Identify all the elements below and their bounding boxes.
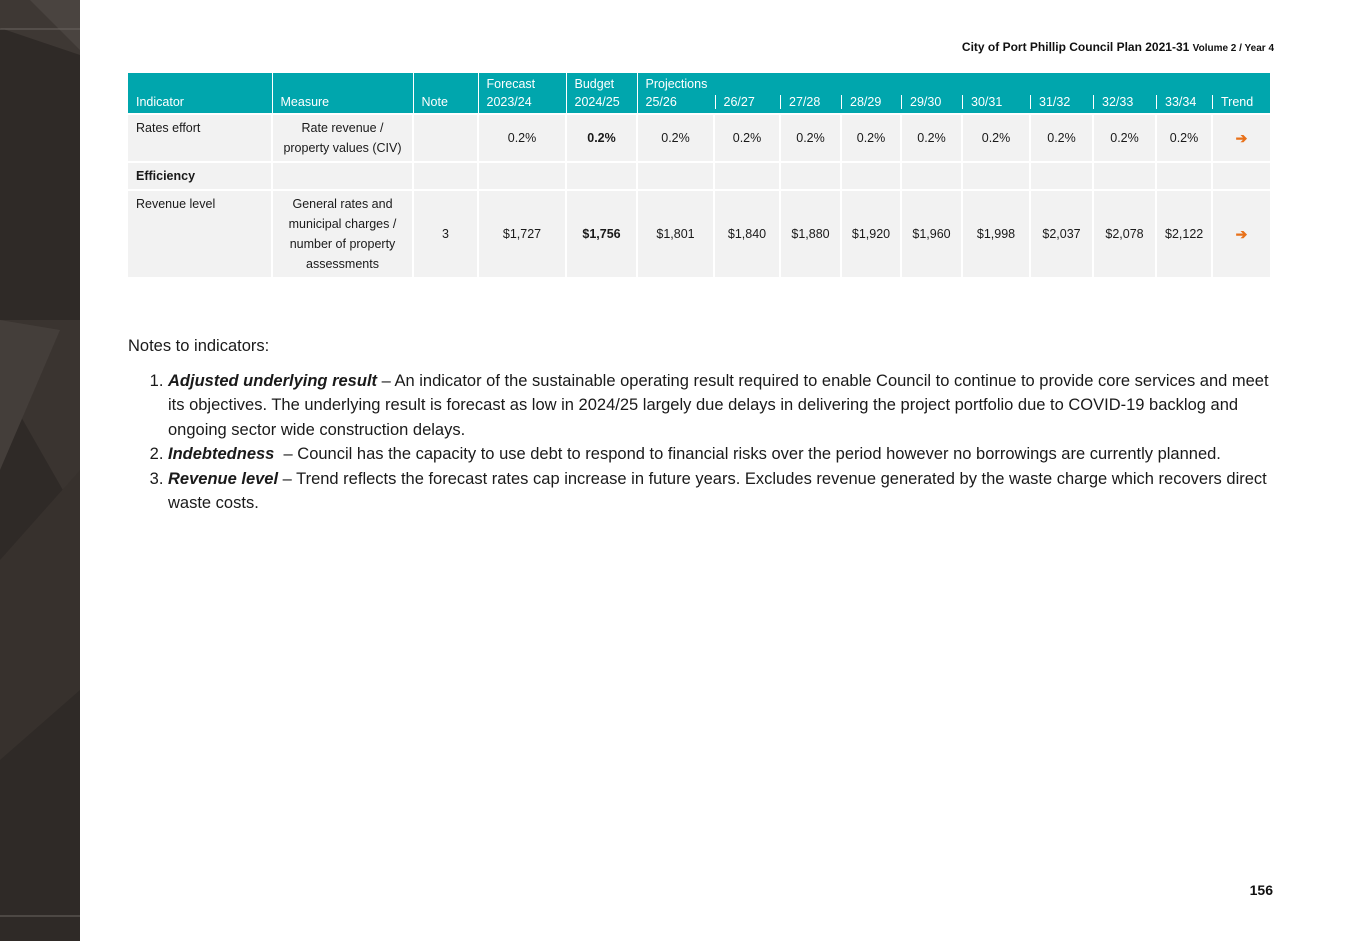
col-header-32-33 (1093, 73, 1156, 114)
empty-cell (272, 162, 413, 190)
col-header-note: Note (413, 73, 478, 114)
section-heading-efficiency: Efficiency (128, 162, 272, 190)
col-header-27-28-label: 27/28 (780, 95, 820, 109)
empty-cell (1030, 162, 1093, 190)
value-cell-29-30: 0.2% (901, 114, 962, 162)
document-title: City of Port Phillip Council Plan 2021-31 (961, 40, 1190, 54)
value-cell-33-34: $2,122 (1156, 190, 1212, 277)
col-header-indicator: Indicator (128, 73, 272, 114)
value-cell-28-29: $1,920 (841, 190, 901, 277)
value-cell-30-31: $1,998 (962, 190, 1030, 277)
value-cell-27-28: $1,880 (780, 190, 841, 277)
page-number: 156 (1249, 882, 1273, 898)
value-cell-forecast: $1,727 (478, 190, 566, 277)
empty-cell (962, 162, 1030, 190)
notes-heading: Notes to indicators: (128, 337, 270, 355)
value-cell-26-27: $1,840 (714, 190, 780, 277)
value-cell-32-33: 0.2% (1093, 114, 1156, 162)
col-header-28-29 (841, 73, 901, 114)
empty-cell (714, 162, 780, 190)
col-header-28-29-label: 28/29 (841, 95, 881, 109)
col-header-27-28 (780, 73, 841, 114)
group-header-budget: Budget (574, 77, 615, 91)
decorative-sidebar (0, 0, 80, 941)
value-cell-forecast: 0.2% (478, 114, 566, 162)
col-header-budget (566, 73, 637, 114)
value-cell-31-32: $2,037 (1030, 190, 1093, 277)
trend-arrow-icon: ➔ (1212, 190, 1270, 277)
value-cell-27-28: 0.2% (780, 114, 841, 162)
col-header-2023-24: 2023/24 (486, 95, 532, 109)
col-header-29-30 (901, 73, 962, 114)
value-cell-26-27: 0.2% (714, 114, 780, 162)
empty-cell (566, 162, 637, 190)
value-cell-budget: 0.2% (566, 114, 637, 162)
value-cell-budget: $1,756 (566, 190, 637, 277)
group-header-projections: Projections (645, 77, 708, 91)
note-term: Indebtedness (168, 445, 275, 463)
trend-arrow-icon: ➔ (1212, 114, 1270, 162)
document-subtitle: Volume 2 / Year 4 (1192, 43, 1274, 54)
value-cell-29-30: $1,960 (901, 190, 962, 277)
empty-cell (1093, 162, 1156, 190)
empty-cell (1156, 162, 1212, 190)
note-term: Adjusted underlying result (168, 371, 378, 390)
empty-cell (478, 162, 566, 190)
value-cell-25-26: $1,801 (637, 190, 714, 277)
empty-cell (413, 162, 478, 190)
col-header-26-27-label: 26/27 (715, 95, 755, 109)
measure-cell: General rates and municipal charges / number of property assessments (272, 190, 413, 277)
table-row (128, 114, 1270, 162)
col-header-26-27 (714, 73, 780, 114)
notes-section (128, 334, 1278, 516)
note-text: – Trend reflects the forecast rates cap increase in future years. Excludes revenue generated by the waste charge which recovers direct waste costs. (168, 469, 1267, 512)
col-header-30-31 (962, 73, 1030, 114)
empty-cell (901, 162, 962, 190)
empty-cell (841, 162, 901, 190)
group-header-forecast: Forecast (486, 77, 536, 91)
list-item (168, 442, 1278, 467)
empty-cell (637, 162, 714, 190)
value-cell-25-26: 0.2% (637, 114, 714, 162)
value-cell-32-33: $2,078 (1093, 190, 1156, 277)
col-header-measure: Measure (272, 73, 413, 114)
measure-cell: Rate revenue / property values (CIV) (272, 114, 413, 162)
value-cell-33-34: 0.2% (1156, 114, 1212, 162)
indicator-cell: Revenue level (128, 190, 272, 277)
col-header-31-32-label: 31/32 (1030, 95, 1070, 109)
col-header-33-34 (1156, 73, 1212, 114)
notes-list (128, 369, 1278, 516)
value-cell-30-31: 0.2% (962, 114, 1030, 162)
list-item (168, 467, 1278, 516)
table-row (128, 190, 1270, 277)
note-term: Revenue level (168, 469, 279, 488)
list-item (168, 369, 1278, 443)
col-header-forecast (478, 73, 566, 114)
empty-cell (780, 162, 841, 190)
indicator-cell: Rates effort (128, 114, 272, 162)
col-header-31-32 (1030, 73, 1093, 114)
empty-cell (1212, 162, 1270, 190)
col-header-29-30-label: 29/30 (901, 95, 941, 109)
col-header-30-31-label: 30/31 (962, 95, 1002, 109)
note-text: – Council has the capacity to use debt to respond to financial risks over the period however no borrowings are currently planned. (274, 445, 1221, 463)
value-cell-28-29: 0.2% (841, 114, 901, 162)
col-header-trend (1212, 73, 1270, 114)
note-text: – An indicator of the sustainable operating result required to enable Council to continue to provide core services and meet its objectives. The underlying result is forecast as low in 2024/25 largely due delays in delivering the project portfolio due to COVID-19 backlog and ongoing sector wide construction delays. (168, 371, 1269, 439)
indicators-table (128, 73, 1270, 277)
col-header-25-26 (637, 73, 714, 114)
col-header-33-34-label: 33/34 (1156, 95, 1196, 109)
table-section-row (128, 162, 1270, 190)
table-header-row (128, 73, 1270, 114)
col-header-25-26-label: 25/26 (645, 95, 677, 109)
col-header-trend-label: Trend (1212, 95, 1253, 109)
note-cell (413, 114, 478, 162)
col-header-32-33-label: 32/33 (1093, 95, 1133, 109)
sidebar-pattern-graphic (0, 0, 80, 941)
col-header-2024-25: 2024/25 (574, 95, 620, 109)
value-cell-31-32: 0.2% (1030, 114, 1093, 162)
note-cell: 3 (413, 190, 478, 277)
document-header (962, 40, 1274, 54)
